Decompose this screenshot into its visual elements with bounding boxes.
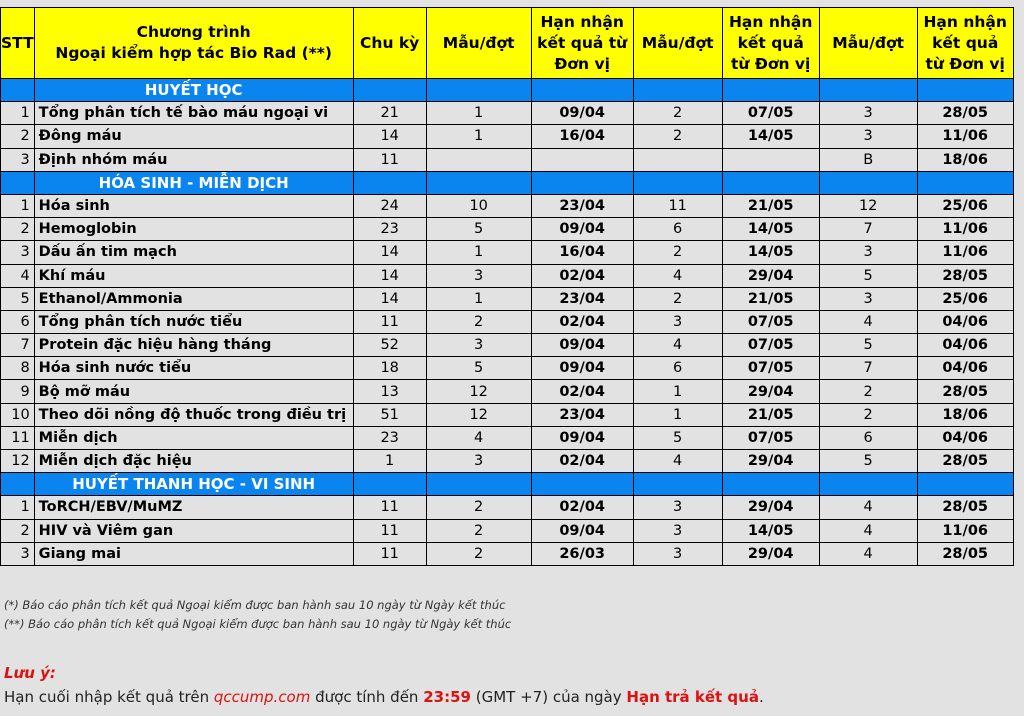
row-samples1: 2 (426, 542, 531, 565)
table-row (1, 287, 1014, 310)
row-stt: 12 (1, 450, 35, 473)
row-due2: 29/04 (722, 542, 819, 565)
row-name: Hóa sinh nước tiểu (34, 357, 353, 380)
row-stt: 3 (1, 542, 35, 565)
row-name: Miễn dịch (34, 426, 353, 449)
section-spacer (722, 79, 819, 102)
row-due1: 02/04 (531, 496, 633, 519)
row-cycle: 11 (353, 496, 426, 519)
due3-header: Hạn nhận kết quả từ Đơn vị (917, 8, 1013, 79)
row-due1: 02/04 (531, 450, 633, 473)
row-samples2: 1 (633, 403, 722, 426)
row-samples3: 5 (819, 450, 917, 473)
deadline-text-3: (GMT +7) của ngày (470, 688, 627, 706)
table-row (1, 519, 1014, 542)
row-samples2: 2 (633, 125, 722, 148)
section-spacer (353, 79, 426, 102)
section-row (1, 171, 1014, 194)
table-row (1, 450, 1014, 473)
row-samples1: 2 (426, 310, 531, 333)
table-row (1, 264, 1014, 287)
section-spacer (917, 473, 1013, 496)
row-stt: 2 (1, 218, 35, 241)
program-header-line2: Ngoại kiểm hợp tác Bio Rad (**) (55, 44, 332, 62)
row-name: ToRCH/EBV/MuMZ (34, 496, 353, 519)
row-samples1: 10 (426, 194, 531, 217)
row-samples1: 12 (426, 403, 531, 426)
table-row (1, 310, 1014, 333)
section-spacer (633, 473, 722, 496)
row-name: Dấu ấn tim mạch (34, 241, 353, 264)
row-due3: 25/06 (917, 287, 1013, 310)
row-due2 (722, 148, 819, 171)
section-spacer (1, 473, 35, 496)
row-samples2: 1 (633, 380, 722, 403)
row-samples2: 3 (633, 496, 722, 519)
row-samples2: 6 (633, 218, 722, 241)
samples1-header: Mẫu/đợt (426, 8, 531, 79)
section-spacer (819, 79, 917, 102)
row-samples3: 7 (819, 357, 917, 380)
deadline-label: Hạn trả kết quả (626, 688, 759, 706)
row-cycle: 21 (353, 102, 426, 125)
row-stt: 2 (1, 125, 35, 148)
row-due3: 28/05 (917, 450, 1013, 473)
row-samples2: 3 (633, 519, 722, 542)
row-due1: 09/04 (531, 519, 633, 542)
row-name: Miễn dịch đặc hiệu (34, 450, 353, 473)
row-name: Theo dõi nồng độ thuốc trong điều trị (34, 403, 353, 426)
table-row (1, 125, 1014, 148)
section-spacer (426, 79, 531, 102)
row-cycle: 11 (353, 310, 426, 333)
row-due3: 04/06 (917, 426, 1013, 449)
deadline-note (4, 688, 764, 706)
row-samples1: 1 (426, 287, 531, 310)
table-row (1, 334, 1014, 357)
row-name: Ethanol/Ammonia (34, 287, 353, 310)
row-samples3: 2 (819, 380, 917, 403)
row-samples3: 3 (819, 102, 917, 125)
section-spacer (633, 79, 722, 102)
row-stt: 11 (1, 426, 35, 449)
program-header (34, 8, 353, 79)
row-due2: 14/05 (722, 125, 819, 148)
row-samples2: 2 (633, 287, 722, 310)
row-name: Hóa sinh (34, 194, 353, 217)
table-row (1, 241, 1014, 264)
section-row (1, 473, 1014, 496)
table-row (1, 426, 1014, 449)
section-spacer (426, 473, 531, 496)
row-samples3: 3 (819, 287, 917, 310)
row-due1: 16/04 (531, 241, 633, 264)
row-due1: 23/04 (531, 403, 633, 426)
table-row (1, 380, 1014, 403)
row-stt: 8 (1, 357, 35, 380)
row-due3: 04/06 (917, 310, 1013, 333)
footnote-1: (*) Báo cáo phân tích kết quả Ngoại kiểm được ban hành sau 10 ngày từ Ngày kết thúc (4, 598, 506, 612)
samples3-header: Mẫu/đợt (819, 8, 917, 79)
section-title: HUYẾT HỌC (34, 79, 353, 102)
row-cycle: 14 (353, 125, 426, 148)
row-stt: 4 (1, 264, 35, 287)
row-due2: 21/05 (722, 194, 819, 217)
row-due1: 02/04 (531, 264, 633, 287)
section-title: HÓA SINH - MIỄN DỊCH (34, 171, 353, 194)
row-samples3: 3 (819, 241, 917, 264)
row-samples2: 4 (633, 334, 722, 357)
row-due3: 28/05 (917, 496, 1013, 519)
row-name: Protein đặc hiệu hàng tháng (34, 334, 353, 357)
row-stt: 9 (1, 380, 35, 403)
section-spacer (917, 79, 1013, 102)
row-samples2: 11 (633, 194, 722, 217)
row-due1: 16/04 (531, 125, 633, 148)
row-samples3: 5 (819, 264, 917, 287)
section-spacer (1, 171, 35, 194)
row-samples3: 4 (819, 496, 917, 519)
row-due1: 02/04 (531, 310, 633, 333)
row-stt: 10 (1, 403, 35, 426)
row-due1: 09/04 (531, 218, 633, 241)
row-due3: 28/05 (917, 380, 1013, 403)
row-due2: 07/05 (722, 426, 819, 449)
section-spacer (1, 79, 35, 102)
row-due2: 29/04 (722, 496, 819, 519)
schedule-body (1, 79, 1014, 566)
row-samples3: B (819, 148, 917, 171)
row-due2: 14/05 (722, 218, 819, 241)
row-name: Khí máu (34, 264, 353, 287)
table-row (1, 403, 1014, 426)
row-due2: 07/05 (722, 334, 819, 357)
row-samples1: 3 (426, 334, 531, 357)
row-cycle: 13 (353, 380, 426, 403)
due1-header: Hạn nhận kết quả từ Đơn vị (531, 8, 633, 79)
row-name: Bộ mỡ máu (34, 380, 353, 403)
table-row (1, 102, 1014, 125)
row-cycle: 1 (353, 450, 426, 473)
row-due3: 28/05 (917, 102, 1013, 125)
row-name: Giang mai (34, 542, 353, 565)
footnote-2: (**) Báo cáo phân tích kết quả Ngoại kiểm được ban hành sau 10 ngày từ Ngày kết thúc (4, 617, 512, 631)
row-samples3: 2 (819, 403, 917, 426)
row-samples3: 5 (819, 334, 917, 357)
row-due2: 29/04 (722, 380, 819, 403)
row-stt: 5 (1, 287, 35, 310)
row-due1: 26/03 (531, 542, 633, 565)
row-samples2: 3 (633, 542, 722, 565)
deadline-text-4: . (758, 688, 764, 706)
row-due3: 18/06 (917, 403, 1013, 426)
row-due1: 09/04 (531, 357, 633, 380)
row-samples2 (633, 148, 722, 171)
row-samples2: 4 (633, 450, 722, 473)
row-due3: 11/06 (917, 519, 1013, 542)
table-row (1, 357, 1014, 380)
row-cycle: 23 (353, 218, 426, 241)
row-samples3: 12 (819, 194, 917, 217)
row-samples2: 2 (633, 241, 722, 264)
row-name: HIV và Viêm gan (34, 519, 353, 542)
row-name: Hemoglobin (34, 218, 353, 241)
section-spacer (531, 473, 633, 496)
row-cycle: 11 (353, 148, 426, 171)
row-samples1 (426, 148, 531, 171)
row-cycle: 11 (353, 519, 426, 542)
table-row (1, 194, 1014, 217)
deadline-text-1: Hạn cuối nhập kết quả trên (4, 688, 214, 706)
row-stt: 7 (1, 334, 35, 357)
row-name: Đông máu (34, 125, 353, 148)
row-stt: 6 (1, 310, 35, 333)
row-due3: 28/05 (917, 542, 1013, 565)
due2-header: Hạn nhận kết quả từ Đơn vị (722, 8, 819, 79)
row-due2: 29/04 (722, 450, 819, 473)
row-cycle: 23 (353, 426, 426, 449)
row-due1 (531, 148, 633, 171)
row-due3: 28/05 (917, 264, 1013, 287)
row-due2: 07/05 (722, 357, 819, 380)
table-row (1, 148, 1014, 171)
row-due1: 09/04 (531, 426, 633, 449)
row-samples1: 5 (426, 357, 531, 380)
samples2-header: Mẫu/đợt (633, 8, 722, 79)
header-row (1, 8, 1014, 79)
row-stt: 1 (1, 194, 35, 217)
row-name: Tổng phân tích tế bào máu ngoại vi (34, 102, 353, 125)
deadline-time: 23:59 (423, 688, 471, 706)
row-due3: 11/06 (917, 218, 1013, 241)
schedule-table (0, 7, 1014, 566)
row-samples1: 2 (426, 519, 531, 542)
row-due2: 29/04 (722, 264, 819, 287)
row-samples1: 1 (426, 125, 531, 148)
row-cycle: 51 (353, 403, 426, 426)
section-spacer (426, 171, 531, 194)
row-name: Định nhóm máu (34, 148, 353, 171)
site-link[interactable]: qccump.com (213, 688, 311, 706)
row-cycle: 24 (353, 194, 426, 217)
row-due2: 14/05 (722, 241, 819, 264)
row-stt: 2 (1, 519, 35, 542)
row-due1: 23/04 (531, 194, 633, 217)
row-samples2: 2 (633, 102, 722, 125)
row-due3: 11/06 (917, 125, 1013, 148)
stt-header: STT (1, 8, 35, 79)
table-row (1, 496, 1014, 519)
row-samples2: 3 (633, 310, 722, 333)
row-samples1: 2 (426, 496, 531, 519)
table-row (1, 542, 1014, 565)
row-due1: 09/04 (531, 334, 633, 357)
row-samples3: 6 (819, 426, 917, 449)
row-samples2: 5 (633, 426, 722, 449)
section-spacer (531, 79, 633, 102)
row-due2: 07/05 (722, 102, 819, 125)
row-cycle: 52 (353, 334, 426, 357)
row-cycle: 18 (353, 357, 426, 380)
row-due1: 02/04 (531, 380, 633, 403)
row-samples3: 4 (819, 310, 917, 333)
row-stt: 3 (1, 241, 35, 264)
row-due2: 21/05 (722, 403, 819, 426)
row-samples1: 4 (426, 426, 531, 449)
row-due3: 18/06 (917, 148, 1013, 171)
row-due3: 04/06 (917, 334, 1013, 357)
table-row (1, 218, 1014, 241)
row-cycle: 11 (353, 542, 426, 565)
row-due3: 04/06 (917, 357, 1013, 380)
section-spacer (722, 473, 819, 496)
row-cycle: 14 (353, 287, 426, 310)
row-stt: 3 (1, 148, 35, 171)
row-stt: 1 (1, 102, 35, 125)
section-row (1, 79, 1014, 102)
row-samples3: 4 (819, 519, 917, 542)
row-samples3: 3 (819, 125, 917, 148)
program-header-line1: Chương trình (136, 23, 251, 41)
note-heading: Lưu ý: (4, 664, 56, 682)
row-samples1: 3 (426, 450, 531, 473)
row-samples1: 1 (426, 241, 531, 264)
row-samples1: 12 (426, 380, 531, 403)
row-stt: 1 (1, 496, 35, 519)
row-due2: 14/05 (722, 519, 819, 542)
row-samples1: 1 (426, 102, 531, 125)
row-samples3: 4 (819, 542, 917, 565)
row-samples2: 4 (633, 264, 722, 287)
row-cycle: 14 (353, 241, 426, 264)
row-samples1: 5 (426, 218, 531, 241)
section-spacer (353, 473, 426, 496)
row-due3: 11/06 (917, 241, 1013, 264)
section-spacer (633, 171, 722, 194)
deadline-text-2: được tính đến (310, 688, 424, 706)
row-samples3: 7 (819, 218, 917, 241)
row-samples2: 6 (633, 357, 722, 380)
row-due2: 07/05 (722, 310, 819, 333)
row-due1: 09/04 (531, 102, 633, 125)
section-spacer (819, 473, 917, 496)
cycle-header: Chu kỳ (353, 8, 426, 79)
row-due2: 21/05 (722, 287, 819, 310)
section-spacer (819, 171, 917, 194)
section-spacer (917, 171, 1013, 194)
section-title: HUYẾT THANH HỌC - VI SINH (34, 473, 353, 496)
row-samples1: 3 (426, 264, 531, 287)
row-due1: 23/04 (531, 287, 633, 310)
row-cycle: 14 (353, 264, 426, 287)
section-spacer (722, 171, 819, 194)
row-name: Tổng phân tích nước tiểu (34, 310, 353, 333)
row-due3: 25/06 (917, 194, 1013, 217)
section-spacer (353, 171, 426, 194)
section-spacer (531, 171, 633, 194)
